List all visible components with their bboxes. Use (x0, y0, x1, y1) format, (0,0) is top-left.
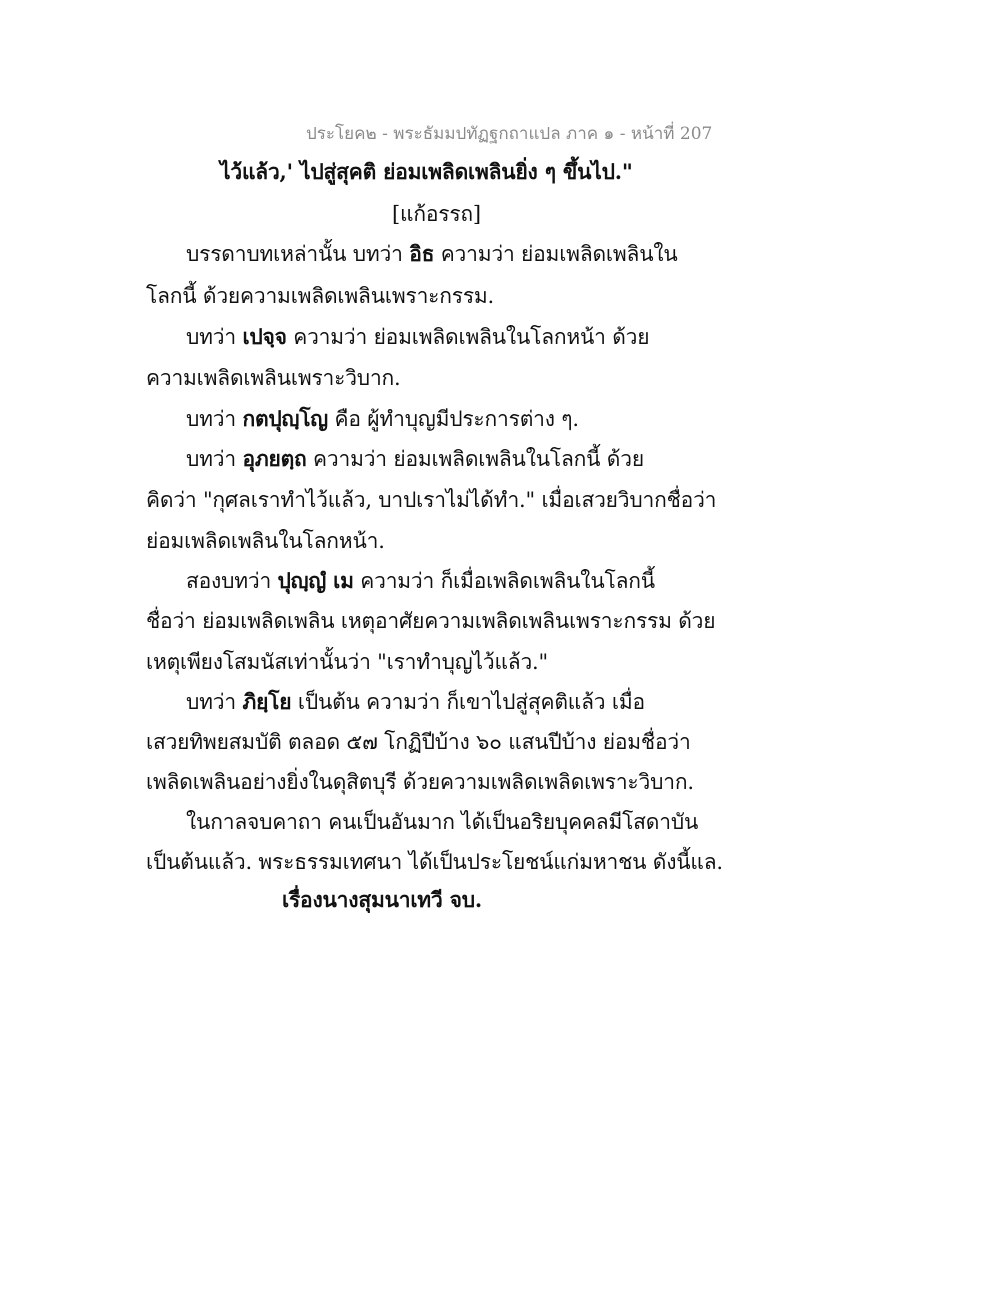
p6-term: ภิยฺโย (242, 689, 292, 714)
p5-text-b: ความว่า ก็เมื่อเพลิดเพลินในโลกนี้ (353, 569, 655, 593)
p4-text-a: บทว่า (186, 447, 243, 471)
p5-term: ปุญฺญํ เม (277, 568, 354, 593)
paragraph-7-line-1: ในกาลจบคาถา คนเป็นอันมาก ได้เป็นอริยบุคคลมีโสดาบัน (186, 810, 699, 834)
running-header: ประโยค๒ - พระธัมมปทัฏฐกถาแปล ภาค ๑ - หน้าที่ 207 (306, 124, 713, 144)
p4-text-b: ความว่า ย่อมเพลิดเพลินในโลกนี้ ด้วย (306, 447, 644, 471)
paragraph-3-line-1 (186, 404, 579, 434)
verse-ending: ไว้แล้ว,' ไปสู่สุคติ ย่อมเพลิดเพลินยิ่ง ๆ ขึ้นไป." (220, 159, 633, 184)
p2-term: เปจฺจ (242, 324, 287, 349)
p2-text-b: ความว่า ย่อมเพลิดเพลินในโลกหน้า ด้วย (286, 325, 650, 349)
p1-text-b: ความว่า ย่อมเพลิดเพลินใน (434, 242, 678, 266)
paragraph-5-line-2: ชื่อว่า ย่อมเพลิดเพลิน เหตุอาศัยความเพลิดเพลินเพราะกรรม ด้วย (146, 609, 716, 633)
paragraph-6-line-3: เพลิดเพลินอย่างยิ่งในดุสิตบุรี ด้วยความเพลิดเพลิดเพราะวิบาก. (146, 770, 694, 794)
story-end-line: เรื่องนางสุมนาเทวี จบ. (282, 887, 483, 912)
p5-text-a: สองบทว่า (186, 569, 278, 593)
paragraph-4-line-1 (186, 444, 644, 474)
p3-text-a: บทว่า (186, 407, 243, 431)
p2-text-a: บทว่า (186, 325, 243, 349)
p4-term: อุภยตฺถ (242, 446, 307, 471)
paragraph-4-line-3: ย่อมเพลิดเพลินในโลกหน้า. (146, 529, 385, 553)
p3-term: กตปุญฺโญ (242, 406, 328, 431)
paragraph-6-line-2: เสวยทิพยสมบัติ ตลอด ๕๗ โกฏิปีบ้าง ๖๐ แสนปีบ้าง ย่อมชื่อว่า (146, 730, 691, 754)
paragraph-1-line-2: โลกนี้ ด้วยความเพลิดเพลินเพราะกรรม. (146, 284, 495, 308)
paragraph-2-line-1 (186, 322, 649, 352)
p1-term: อิธ (409, 241, 435, 266)
paragraph-5-line-3: เหตุเพียงโสมนัสเท่านั้นว่า "เราทำบุญไว้แล้ว." (146, 650, 548, 674)
p3-text-b: คือ ผู้ทำบุญมีประการต่าง ๆ. (328, 407, 579, 431)
paragraph-6-line-1 (186, 687, 645, 717)
section-title: [แก้อรรถ] (392, 202, 481, 226)
p6-text-a: บทว่า (186, 690, 243, 714)
paragraph-7-line-2: เป็นต้นแล้ว. พระธรรมเทศนา ได้เป็นประโยชน์แก่มหาชน ดังนี้แล. (146, 850, 723, 874)
p6-text-b: เป็นต้น ความว่า ก็เขาไปสู่สุคติแล้ว เมื่อ (291, 690, 645, 714)
paragraph-4-line-2: คิดว่า "กุศลเราทำไว้แล้ว, บาปเราไม่ได้ทำ." เมื่อเสวยวิบากชื่อว่า (146, 488, 717, 512)
paragraph-1-line-1 (186, 239, 678, 269)
paragraph-5-line-1 (186, 566, 655, 596)
paragraph-2-line-2: ความเพลิดเพลินเพราะวิบาก. (146, 366, 401, 390)
p1-text-a: บรรดาบทเหล่านั้น บทว่า (186, 242, 410, 266)
